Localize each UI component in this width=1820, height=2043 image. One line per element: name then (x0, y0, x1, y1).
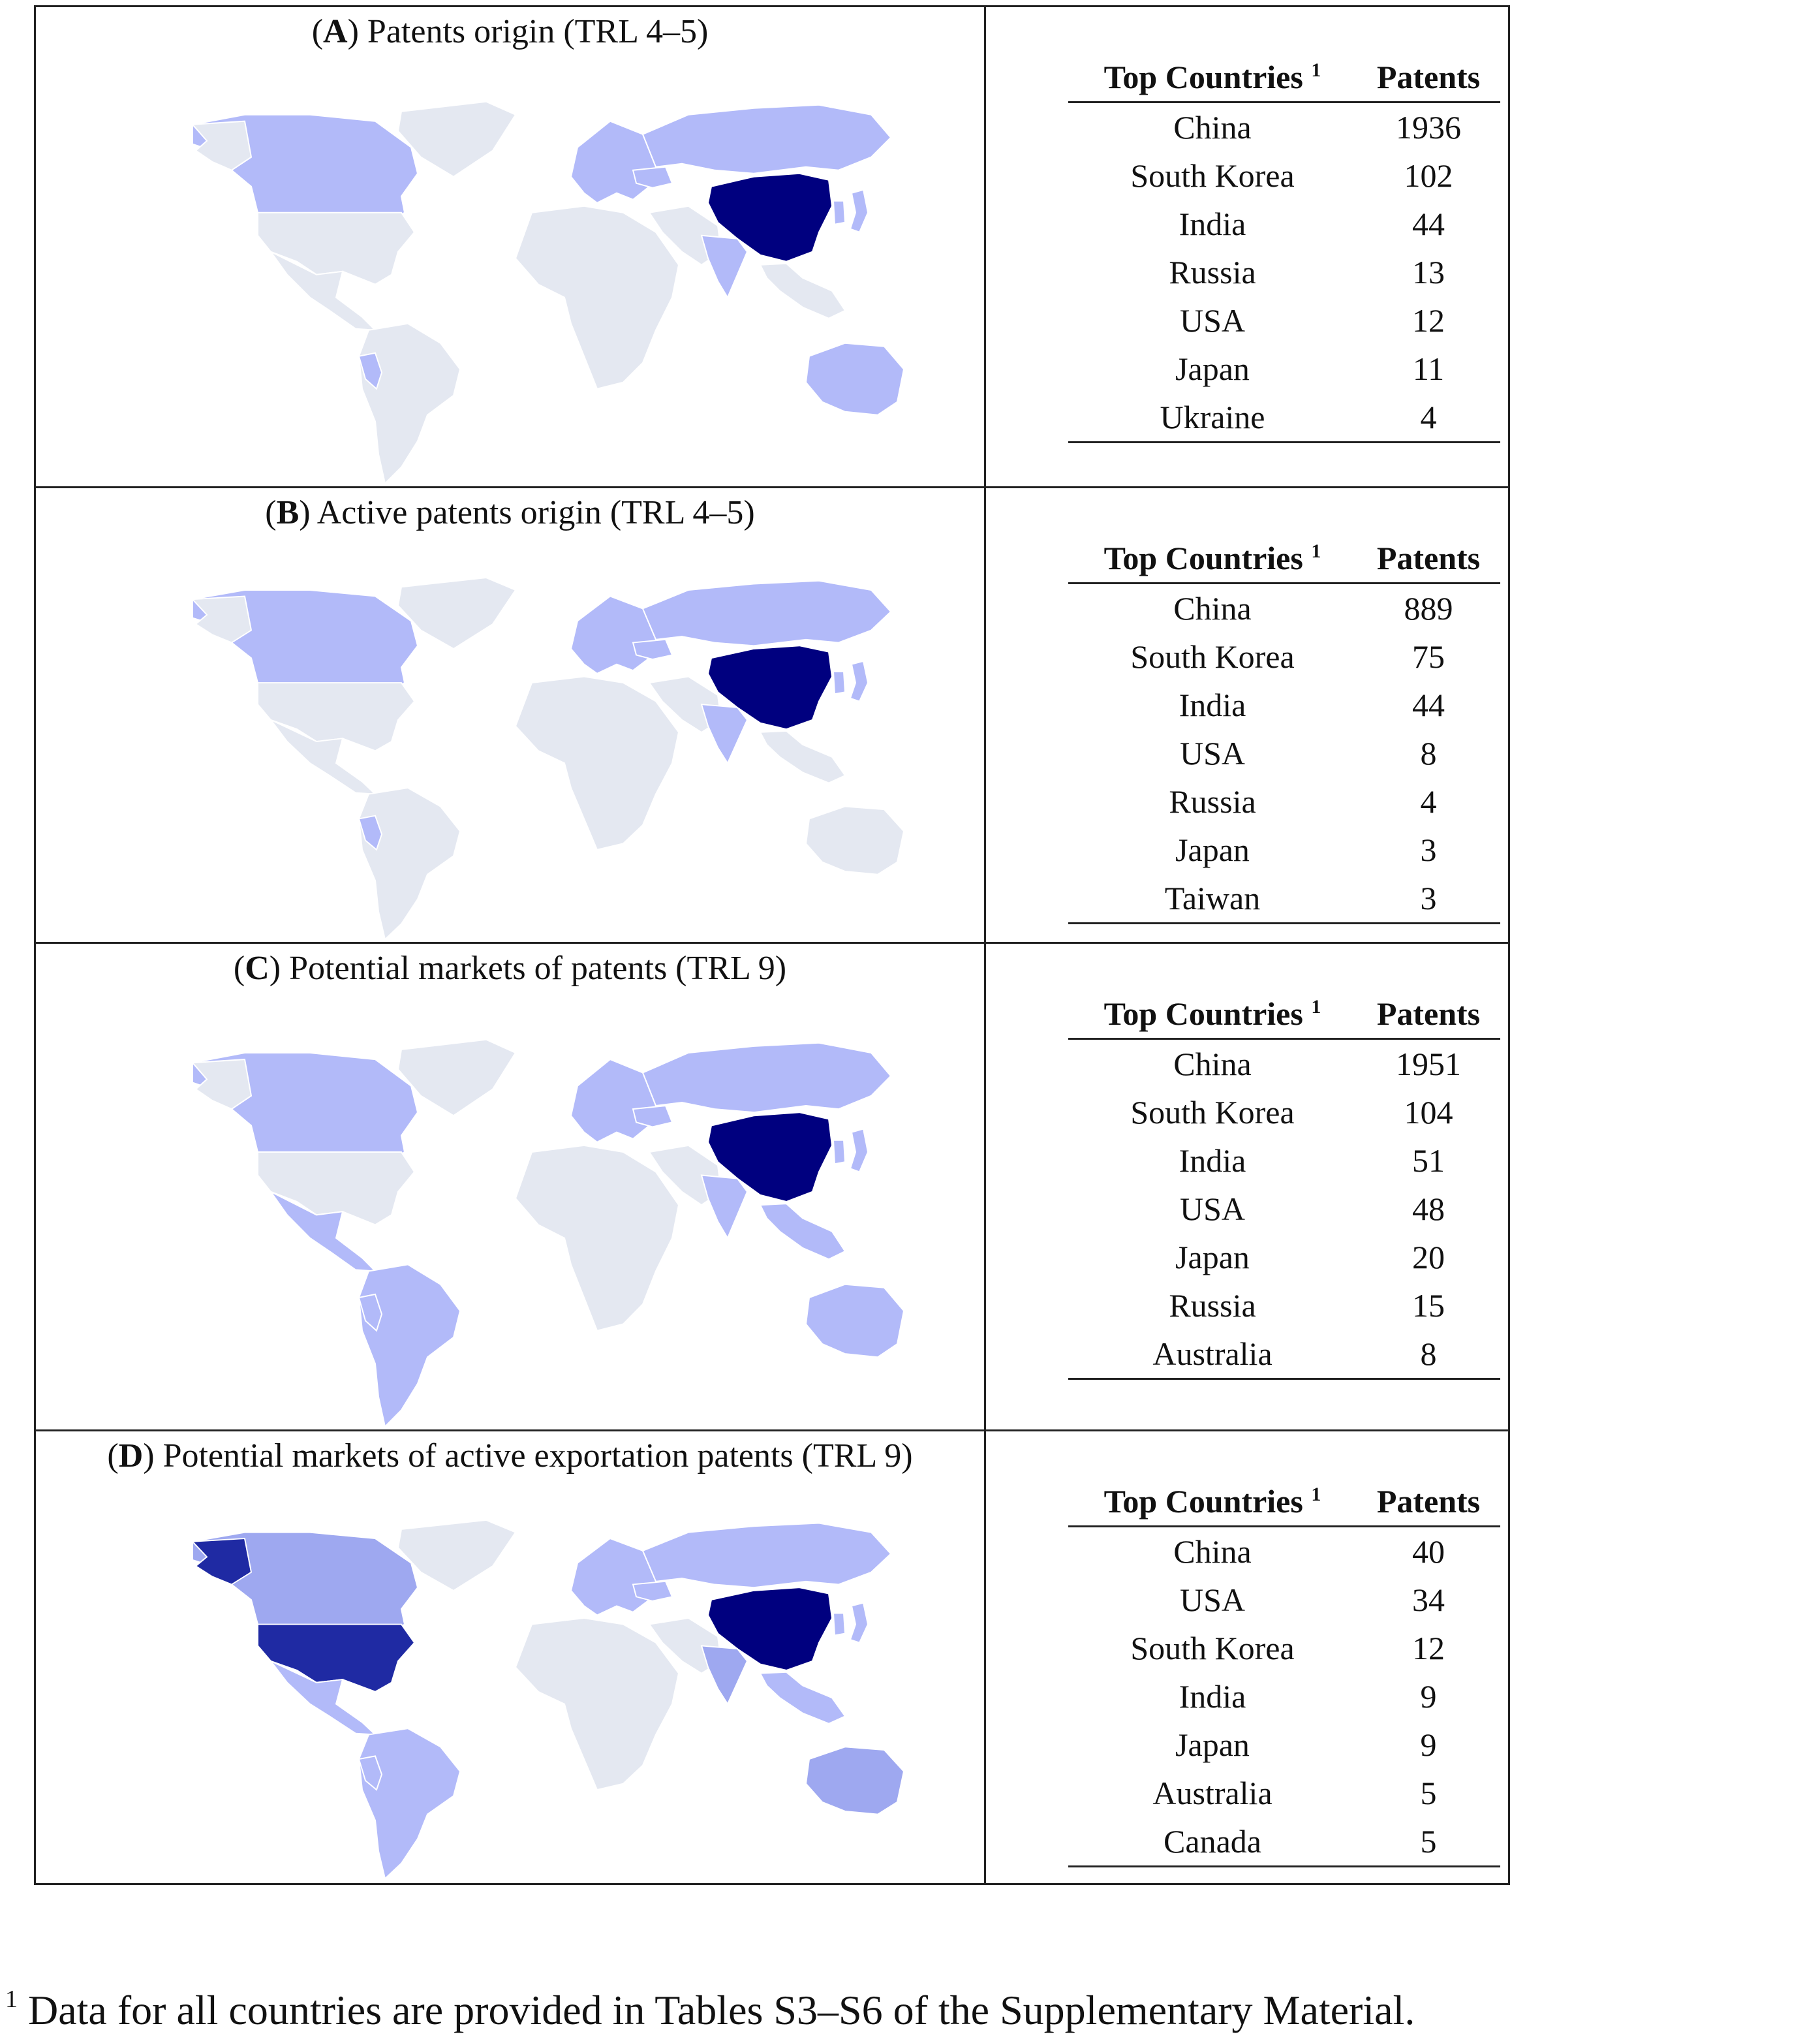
table-cell (986, 1431, 1508, 1883)
region-korea (833, 201, 845, 225)
header-patents: Patents (1357, 990, 1500, 1039)
country-cell: Japan (1175, 1239, 1250, 1275)
region-japan (850, 661, 868, 702)
patents-cell: 11 (1412, 351, 1445, 387)
region-southeast-asia (760, 1672, 845, 1724)
region-south-america (359, 788, 460, 939)
region-southeast-asia (760, 264, 845, 319)
patents-cell: 4 (1420, 783, 1437, 820)
region-alaska (193, 121, 251, 170)
region-africa (516, 677, 679, 850)
table-row (1068, 151, 1500, 200)
table-row (1068, 729, 1500, 777)
region-russia (643, 1523, 891, 1588)
country-cell: India (1179, 1142, 1246, 1179)
country-cell: China (1173, 109, 1252, 146)
footnote-text: Data for all countries are provided in Tables S3–S6 of the Supplementary Material. (28, 1987, 1415, 2033)
table-row (1068, 1281, 1500, 1330)
map-cell (36, 944, 986, 1429)
panel-title: (D) Potential markets of active exportation patents (TRL 9) (107, 1437, 913, 1474)
map-cell (36, 7, 986, 486)
region-japan (850, 1603, 868, 1643)
country-cell: South Korea (1130, 1094, 1295, 1131)
table-row (1068, 1624, 1500, 1672)
header-patents: Patents (1357, 53, 1500, 102)
region-india (702, 1175, 747, 1238)
country-cell: USA (1179, 302, 1246, 339)
table-cell (986, 7, 1508, 486)
patents-cell: 9 (1420, 1678, 1437, 1715)
country-cell: Australia (1068, 1330, 1357, 1379)
patents-cell: 5 (1420, 1775, 1437, 1811)
top-countries-table (1068, 1477, 1500, 1867)
patents-cell: 44 (1412, 206, 1445, 242)
patents-cell: 40 (1412, 1533, 1445, 1570)
region-alaska (193, 1538, 251, 1584)
country-cell: South Korea (1130, 638, 1295, 675)
panel-d (36, 1431, 1508, 1883)
country-cell: South Korea (1130, 1630, 1295, 1666)
table-row (1068, 1527, 1500, 1576)
panel-letter: C (245, 950, 270, 987)
country-cell: India (1179, 687, 1246, 723)
patents-cell: 889 (1404, 590, 1453, 627)
country-cell: Russia (1169, 783, 1256, 820)
figure-grid (34, 5, 1510, 1885)
world-map (36, 7, 984, 486)
world-map (36, 944, 984, 1429)
region-southeast-asia (760, 1204, 845, 1259)
region-japan (850, 1129, 868, 1172)
header-top-countries (1068, 534, 1357, 584)
header-top-countries (1068, 1477, 1357, 1527)
region-russia (643, 105, 891, 174)
country-cell: Russia (1169, 254, 1256, 290)
table-row (1068, 1088, 1500, 1136)
top-countries-table (1068, 53, 1500, 443)
country-cell: Ukraine (1068, 393, 1357, 443)
table-row (1068, 777, 1500, 826)
panel-title-text: ) Active patents origin (TRL 4–5) (299, 494, 755, 531)
panel-a (36, 7, 1508, 488)
region-africa (516, 1618, 679, 1790)
table-row (1068, 632, 1500, 681)
country-cell: Taiwan (1068, 874, 1357, 924)
panel-title-text: ) Patents origin (TRL 4–5) (347, 13, 709, 50)
patents-cell: 34 (1412, 1582, 1445, 1618)
patents-cell: 1936 (1396, 109, 1461, 146)
panel-letter: D (118, 1437, 144, 1474)
patents-cell: 104 (1404, 1094, 1453, 1131)
map-regions (193, 102, 904, 484)
table-row (1068, 826, 1500, 874)
table-row (1068, 1233, 1500, 1281)
table-row (1068, 393, 1500, 443)
panel-b (36, 488, 1508, 944)
footnote-mark: 1 (1311, 996, 1321, 1018)
header-country-label: Top Countries (1103, 540, 1303, 576)
patents-cell: 3 (1420, 832, 1437, 868)
patents-cell: 13 (1412, 254, 1445, 290)
panel-title: (B) Active patents origin (TRL 4–5) (265, 494, 755, 531)
region-korea (833, 1140, 845, 1164)
patents-cell: 51 (1412, 1142, 1445, 1179)
table-row (1068, 200, 1500, 248)
country-cell: China (1173, 1533, 1252, 1570)
patents-cell: 8 (1357, 1330, 1500, 1379)
region-alaska (193, 596, 251, 642)
panel-letter: A (323, 13, 348, 50)
region-australia (806, 1285, 904, 1357)
country-cell: Canada (1068, 1817, 1357, 1867)
map-regions (193, 1040, 904, 1427)
patents-cell: 8 (1420, 735, 1437, 772)
country-cell: China (1173, 590, 1252, 627)
country-cell: India (1179, 206, 1246, 242)
country-cell: South Korea (1130, 157, 1295, 194)
region-south-america (359, 324, 460, 484)
region-australia (806, 1747, 904, 1814)
header-country-label: Top Countries (1103, 59, 1303, 95)
region-africa (516, 1146, 679, 1331)
table-row (1068, 296, 1500, 345)
region-southeast-asia (760, 731, 845, 783)
region-russia (643, 1043, 891, 1112)
panel-c (36, 944, 1508, 1431)
header-country-label: Top Countries (1103, 995, 1303, 1032)
country-cell: Japan (1175, 351, 1250, 387)
region-australia (806, 343, 904, 415)
region-south-america (359, 1728, 460, 1879)
footnote-mark: 1 (1311, 59, 1321, 81)
patents-cell: 48 (1412, 1191, 1445, 1227)
patents-cell: 44 (1412, 687, 1445, 723)
country-cell: Japan (1175, 1726, 1250, 1763)
patents-cell: 9 (1420, 1726, 1437, 1763)
world-map (36, 488, 984, 942)
patents-cell: 102 (1404, 157, 1453, 194)
patents-cell: 3 (1357, 874, 1500, 924)
region-russia (643, 581, 891, 646)
patents-cell: 75 (1412, 638, 1445, 675)
country-cell: USA (1179, 1191, 1246, 1227)
header-patents: Patents (1357, 534, 1500, 584)
table-row (1068, 1672, 1500, 1721)
patents-cell: 15 (1412, 1287, 1445, 1324)
header-top-countries (1068, 990, 1357, 1039)
footnote-mark: 1 (5, 1986, 18, 2013)
country-cell: India (1179, 1678, 1246, 1715)
map-regions (193, 1520, 904, 1879)
header-country-label: Top Countries (1103, 1483, 1303, 1520)
world-map (36, 1431, 984, 1883)
patents-cell: 5 (1357, 1817, 1500, 1867)
country-cell: USA (1179, 735, 1246, 772)
table-row (1068, 1769, 1500, 1817)
map-cell (36, 1431, 986, 1883)
region-india (702, 704, 747, 763)
footnote-mark: 1 (1311, 540, 1321, 562)
patents-cell: 12 (1412, 302, 1445, 339)
region-india (702, 236, 747, 298)
table-row (1068, 345, 1500, 393)
panel-title-text: ) Potential markets of active exportation patents (TRL 9) (143, 1437, 913, 1474)
table-row (1068, 1136, 1500, 1185)
table-row (1068, 681, 1500, 729)
panel-letter: B (276, 494, 300, 531)
footnote-mark: 1 (1311, 1484, 1321, 1505)
header-top-countries (1068, 53, 1357, 102)
country-cell: Japan (1175, 832, 1250, 868)
country-cell: Australia (1152, 1775, 1272, 1811)
table-row (1068, 248, 1500, 296)
region-korea (833, 672, 845, 694)
table-row (1068, 1817, 1500, 1867)
region-india (702, 1645, 747, 1704)
country-cell: Russia (1169, 1287, 1256, 1324)
map-cell (36, 488, 986, 942)
table-row (1068, 584, 1500, 633)
region-australia (806, 807, 904, 875)
panel-title-text: ) Potential markets of patents (TRL 9) (269, 950, 787, 987)
country-cell: China (1173, 1046, 1252, 1082)
panel-title: (A) Patents origin (TRL 4–5) (311, 13, 709, 50)
header-patents: Patents (1357, 1477, 1500, 1527)
region-alaska (193, 1059, 251, 1109)
region-africa (516, 206, 679, 389)
table-cell (986, 944, 1508, 1429)
patents-cell: 1951 (1396, 1046, 1461, 1082)
table-row (1068, 1330, 1500, 1379)
map-regions (193, 578, 904, 939)
country-cell: USA (1179, 1582, 1246, 1618)
table-row (1068, 1721, 1500, 1769)
table-cell (986, 488, 1508, 942)
region-japan (850, 190, 868, 232)
table-row (1068, 1039, 1500, 1089)
top-countries-table (1068, 534, 1500, 924)
patents-cell: 12 (1412, 1630, 1445, 1666)
table-row (1068, 102, 1500, 152)
table-row (1068, 1576, 1500, 1624)
region-korea (833, 1614, 845, 1636)
patents-cell: 4 (1357, 393, 1500, 443)
region-south-america (359, 1264, 460, 1426)
table-row (1068, 1185, 1500, 1233)
top-countries-table (1068, 990, 1500, 1380)
table-row (1068, 874, 1500, 924)
footnote (5, 1984, 1415, 2036)
panel-title: (C) Potential markets of patents (TRL 9) (233, 950, 787, 987)
patents-cell: 20 (1412, 1239, 1445, 1275)
